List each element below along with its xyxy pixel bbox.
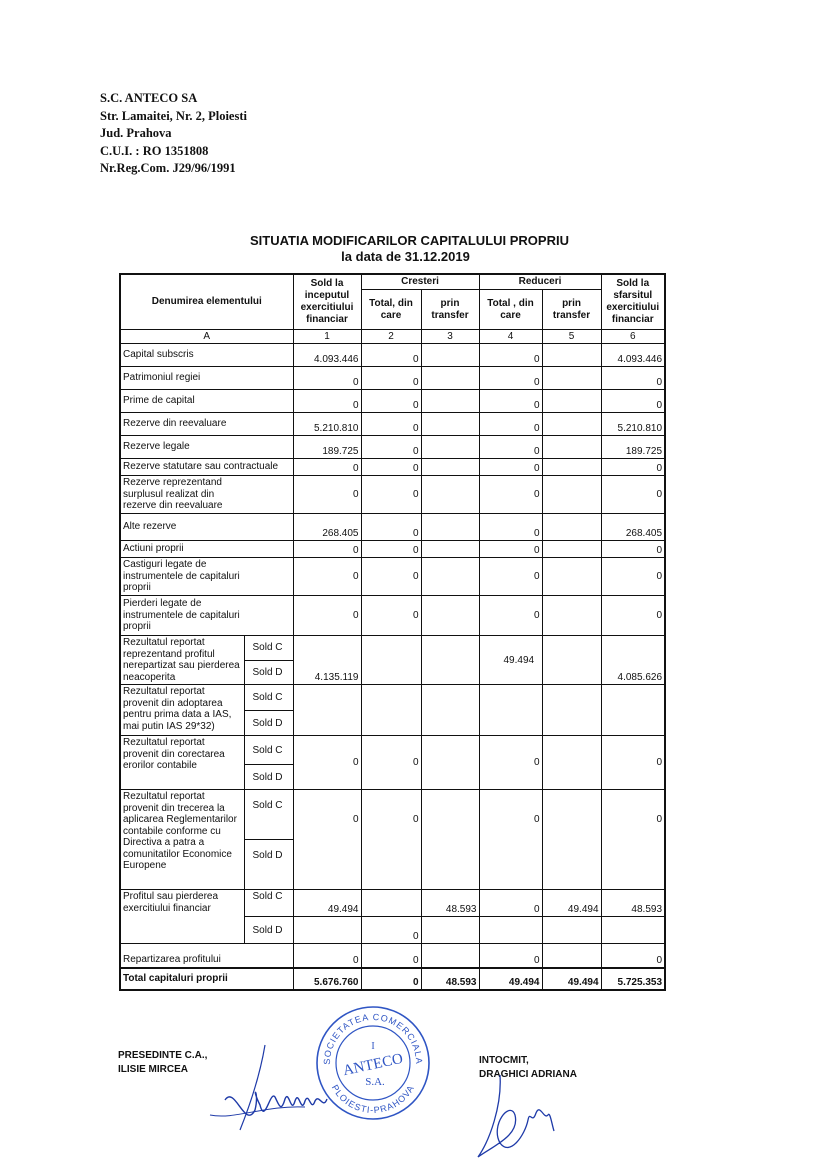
cell: 268.405 bbox=[601, 514, 665, 541]
cell bbox=[542, 736, 601, 790]
cell: 0 bbox=[601, 390, 665, 413]
cell: 0 bbox=[361, 459, 421, 476]
table-row bbox=[120, 344, 665, 367]
sold-d-label: Sold D bbox=[244, 765, 293, 790]
cell bbox=[421, 685, 479, 736]
index-3: 3 bbox=[421, 330, 479, 344]
cell: 0 bbox=[293, 736, 361, 790]
cell bbox=[542, 413, 601, 436]
svg-text:SOCIETATEA COMERCIALA: SOCIETATEA COMERCIALA bbox=[321, 1011, 425, 1065]
cell bbox=[542, 436, 601, 459]
cell: 5.210.810 bbox=[601, 413, 665, 436]
row-label: Rezerve statutare sau contractuale bbox=[120, 459, 293, 476]
cell: 0 bbox=[601, 558, 665, 596]
row-label: Actiuni proprii bbox=[120, 541, 293, 558]
header-row bbox=[120, 274, 665, 290]
index-a: A bbox=[120, 330, 293, 344]
cell: 0 bbox=[601, 459, 665, 476]
sold-c-label: Sold C bbox=[244, 790, 293, 840]
row-label: Rezerve din reevaluare bbox=[120, 413, 293, 436]
cell: 0 bbox=[361, 790, 421, 890]
company-county: Jud. Prahova bbox=[100, 126, 172, 140]
sold-d-label: Sold D bbox=[244, 917, 293, 944]
header-cresteri: Cresteri bbox=[361, 274, 479, 290]
cell: 0 bbox=[293, 944, 361, 968]
cell: 0 bbox=[361, 514, 421, 541]
cell bbox=[542, 790, 601, 890]
cell: 0 bbox=[479, 558, 542, 596]
table-row bbox=[120, 436, 665, 459]
header-transfer-cresteri: prin transfer bbox=[421, 290, 479, 330]
cell: 4.093.446 bbox=[601, 344, 665, 367]
row-label: Profitul sau pierderea exercitiului financiar bbox=[120, 890, 244, 944]
cell: 0 bbox=[293, 596, 361, 636]
index-1: 1 bbox=[293, 330, 361, 344]
row-label: Rezerve reprezentand surplusul realizat din rezerve din reevaluare bbox=[120, 476, 293, 514]
cell: 0 bbox=[293, 790, 361, 890]
cell: 0 bbox=[479, 436, 542, 459]
cell: 0 bbox=[479, 736, 542, 790]
sold-d-label: Sold D bbox=[244, 660, 293, 685]
row-label: Rezultatul reportat provenit din trecerea la aplicarea Reglementarilor contabile conforme cu Directiva a patra a comunitatilor Economice Europene bbox=[120, 790, 244, 890]
cell: 0 bbox=[361, 968, 421, 990]
cell bbox=[421, 944, 479, 968]
cell bbox=[421, 459, 479, 476]
header-total-cresteri: Total, din care bbox=[361, 290, 421, 330]
cell: 49.494 bbox=[479, 968, 542, 990]
cell: 0 bbox=[293, 558, 361, 596]
document-title: SITUATIA MODIFICARILOR CAPITALULUI PROPRIU bbox=[250, 233, 569, 248]
header-reduceri: Reduceri bbox=[479, 274, 601, 290]
index-4: 4 bbox=[479, 330, 542, 344]
cell: 0 bbox=[479, 944, 542, 968]
header-total-reduceri: Total , din care bbox=[479, 290, 542, 330]
cell bbox=[361, 685, 421, 736]
cell: 0 bbox=[293, 367, 361, 390]
preparer-name: DRAGHICI ADRIANA bbox=[479, 1069, 577, 1080]
table-row bbox=[120, 390, 665, 413]
cell: 0 bbox=[479, 541, 542, 558]
cell bbox=[421, 636, 479, 685]
svg-text:PLOIESTI-PRAHOVA: PLOIESTI-PRAHOVA bbox=[329, 1082, 417, 1116]
table-row bbox=[120, 514, 665, 541]
table-row bbox=[120, 685, 665, 711]
cell: 0 bbox=[601, 790, 665, 890]
cell: 48.593 bbox=[601, 890, 665, 917]
index-row bbox=[120, 330, 665, 344]
cell bbox=[542, 541, 601, 558]
cell bbox=[361, 636, 421, 685]
cell bbox=[542, 367, 601, 390]
cell: 0 bbox=[479, 413, 542, 436]
cell bbox=[421, 541, 479, 558]
president-name: ILISIE MIRCEA bbox=[118, 1064, 189, 1075]
cell bbox=[542, 558, 601, 596]
cell bbox=[293, 917, 361, 944]
header-transfer-reduceri: prin transfer bbox=[542, 290, 601, 330]
cell: 0 bbox=[479, 476, 542, 514]
cell: 0 bbox=[479, 514, 542, 541]
cell bbox=[421, 917, 479, 944]
cell: 0 bbox=[479, 459, 542, 476]
cell: 0 bbox=[361, 596, 421, 636]
cell bbox=[421, 367, 479, 390]
cell: 0 bbox=[601, 944, 665, 968]
cell bbox=[601, 917, 665, 944]
cell bbox=[421, 790, 479, 890]
document-subtitle: la data de 31.12.2019 bbox=[341, 249, 470, 264]
cell: 0 bbox=[479, 367, 542, 390]
cell bbox=[601, 685, 665, 736]
table-row bbox=[120, 476, 665, 514]
cell bbox=[542, 476, 601, 514]
cell: 0 bbox=[361, 344, 421, 367]
cell: 0 bbox=[479, 890, 542, 917]
cell bbox=[542, 944, 601, 968]
row-label: Rezerve legale bbox=[120, 436, 293, 459]
cell: 0 bbox=[601, 476, 665, 514]
header-sold-start: Sold la inceputul exercitiului financiar bbox=[293, 274, 361, 330]
row-label: Rezultatul reportat provenit din corectarea erorilor contabile bbox=[120, 736, 244, 790]
cell: 0 bbox=[601, 736, 665, 790]
company-header bbox=[100, 90, 247, 178]
company-stamp bbox=[313, 1003, 433, 1123]
cell: 189.725 bbox=[293, 436, 361, 459]
index-2: 2 bbox=[361, 330, 421, 344]
table-row bbox=[120, 944, 665, 968]
cell: 268.405 bbox=[293, 514, 361, 541]
cell bbox=[542, 390, 601, 413]
cell bbox=[421, 344, 479, 367]
table-row bbox=[120, 367, 665, 390]
cell: 5.676.760 bbox=[293, 968, 361, 990]
row-label: Rezultatul reportat reprezentand profitul nerepartizat sau pierderea neacoperita bbox=[120, 636, 244, 685]
cell bbox=[421, 596, 479, 636]
cell: 49.494 bbox=[479, 636, 542, 685]
cell bbox=[479, 685, 542, 736]
company-address: Str. Lamaitei, Nr. 2, Ploiesti bbox=[100, 108, 247, 123]
cell: 4.085.626 bbox=[601, 636, 665, 685]
cell bbox=[542, 917, 601, 944]
president-role: PRESEDINTE C.A., bbox=[118, 1050, 208, 1061]
cell: 0 bbox=[293, 390, 361, 413]
equity-statement-table bbox=[119, 273, 666, 991]
cell: 48.593 bbox=[421, 968, 479, 990]
total-row bbox=[120, 968, 665, 990]
cell: 48.593 bbox=[421, 890, 479, 917]
cell: 0 bbox=[361, 541, 421, 558]
sold-d-label: Sold D bbox=[244, 711, 293, 736]
table-row bbox=[120, 736, 665, 765]
table-row bbox=[120, 890, 665, 917]
cell bbox=[421, 390, 479, 413]
cell: 0 bbox=[361, 476, 421, 514]
cell: 0 bbox=[601, 596, 665, 636]
cell bbox=[421, 558, 479, 596]
table-row bbox=[120, 636, 665, 661]
signature-block-left bbox=[118, 1049, 207, 1077]
cell bbox=[542, 636, 601, 685]
cell: 0 bbox=[601, 367, 665, 390]
cell bbox=[293, 685, 361, 736]
cell bbox=[421, 736, 479, 790]
cell bbox=[542, 344, 601, 367]
company-name: S.C. ANTECO SA bbox=[100, 91, 198, 105]
cell: 0 bbox=[361, 917, 421, 944]
cell: 4.135.119 bbox=[293, 636, 361, 685]
cell: 4.093.446 bbox=[293, 344, 361, 367]
sold-c-label: Sold C bbox=[244, 685, 293, 711]
svg-text:S.A.: S.A. bbox=[365, 1076, 385, 1088]
table-row bbox=[120, 790, 665, 840]
preparer-signature bbox=[470, 1065, 580, 1165]
row-label: Pierderi legate de instrumentele de capitaluri proprii bbox=[120, 596, 293, 636]
cell bbox=[421, 436, 479, 459]
row-label: Castiguri legate de instrumentele de capitaluri proprii bbox=[120, 558, 293, 596]
table-row bbox=[120, 413, 665, 436]
cell: 0 bbox=[361, 558, 421, 596]
cell: 49.494 bbox=[293, 890, 361, 917]
row-label: Patrimoniul regiei bbox=[120, 367, 293, 390]
cell: 0 bbox=[361, 367, 421, 390]
cell: 0 bbox=[293, 476, 361, 514]
company-reg: Nr.Reg.Com. J29/96/1991 bbox=[100, 161, 236, 175]
cell: 0 bbox=[479, 790, 542, 890]
preparer-role: INTOCMIT, bbox=[479, 1055, 529, 1066]
cell: 0 bbox=[361, 413, 421, 436]
cell bbox=[542, 459, 601, 476]
svg-text:ANTECO: ANTECO bbox=[341, 1050, 405, 1080]
index-5: 5 bbox=[542, 330, 601, 344]
cell: 5.210.810 bbox=[293, 413, 361, 436]
cell: 0 bbox=[361, 390, 421, 413]
row-label: Alte rezerve bbox=[120, 514, 293, 541]
cell bbox=[542, 685, 601, 736]
cell bbox=[421, 514, 479, 541]
cell: 49.494 bbox=[542, 968, 601, 990]
cell: 0 bbox=[293, 541, 361, 558]
index-6: 6 bbox=[601, 330, 665, 344]
table-row bbox=[120, 541, 665, 558]
row-label: Prime de capital bbox=[120, 390, 293, 413]
table-row bbox=[120, 459, 665, 476]
svg-text:I: I bbox=[371, 1041, 375, 1052]
sold-c-label: Sold C bbox=[244, 636, 293, 661]
cell: 5.725.353 bbox=[601, 968, 665, 990]
cell bbox=[421, 476, 479, 514]
cell: 0 bbox=[361, 944, 421, 968]
cell: 0 bbox=[479, 596, 542, 636]
table-row bbox=[120, 558, 665, 596]
sold-c-label: Sold C bbox=[244, 736, 293, 765]
cell bbox=[542, 596, 601, 636]
cell bbox=[479, 917, 542, 944]
cell: 0 bbox=[479, 390, 542, 413]
cell: 189.725 bbox=[601, 436, 665, 459]
cell bbox=[361, 890, 421, 917]
row-label: Capital subscris bbox=[120, 344, 293, 367]
row-label: Rezultatul reportat provenit din adoptarea pentru prima data a IAS, mai putin IAS 29*32) bbox=[120, 685, 244, 736]
cell: 0 bbox=[361, 736, 421, 790]
sold-d-label: Sold D bbox=[244, 840, 293, 890]
header-sold-end: Sold la sfarsitul exercitiului financiar bbox=[601, 274, 665, 330]
header-element: Denumirea elementului bbox=[120, 274, 293, 330]
cell bbox=[542, 514, 601, 541]
company-cui: C.U.I. : RO 1351808 bbox=[100, 143, 209, 158]
cell: 0 bbox=[479, 344, 542, 367]
cell bbox=[421, 413, 479, 436]
sold-c-label: Sold C bbox=[244, 890, 293, 917]
table-row bbox=[120, 596, 665, 636]
cell: 0 bbox=[293, 459, 361, 476]
cell: 0 bbox=[601, 541, 665, 558]
row-label: Repartizarea profitului bbox=[120, 944, 293, 968]
cell: 49.494 bbox=[542, 890, 601, 917]
cell: 0 bbox=[361, 436, 421, 459]
total-label: Total capitaluri proprii bbox=[120, 968, 293, 990]
